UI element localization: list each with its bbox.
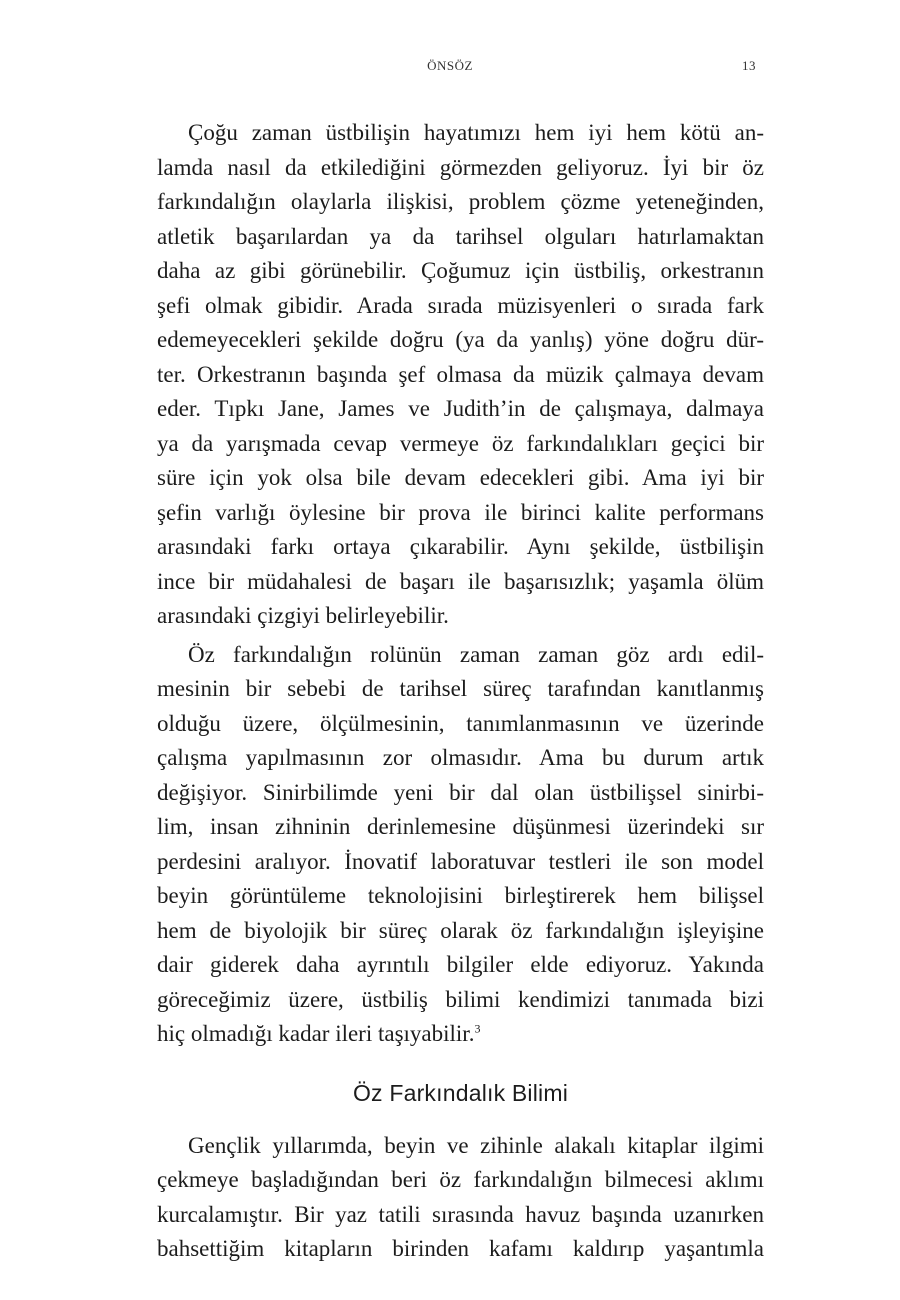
- page-number: 13: [742, 58, 756, 73]
- text-line: eder. Tıpkı Jane, James ve Judith’in de çalışmaya, dalmaya: [157, 396, 764, 421]
- text-line: edemeyecekleri şekilde doğru (ya da yanlış) yöne doğru dür-: [157, 327, 764, 352]
- text-line: ince bir müdahalesi de başarı ile başarısızlık; yaşamla ölüm: [157, 568, 764, 594]
- text-line: dair giderek daha ayrıntılı bilgiler elde ediyoruz. Yakında: [157, 952, 764, 977]
- text-line: Öz farkındalığın rolünün zaman zaman göz ardı edil-: [188, 641, 764, 667]
- running-title: ÖNSÖZ: [427, 58, 473, 73]
- text-line: değişiyor. Sinirbilimde yeni bir dal olan üstbilişsel sinirbi-: [157, 779, 764, 805]
- running-header: [0, 58, 900, 78]
- body-text: [157, 116, 764, 1267]
- section-heading: Öz Farkındalık Bilimi: [352, 1079, 569, 1106]
- text-line: lamda nasıl da etkilediğini görmezden geliyoruz. İyi bir öz: [157, 154, 764, 180]
- text-line: bahsettiğim kitapların birinden kafamı kaldırıp yaşantımla: [157, 1236, 764, 1261]
- text-line: çekmeye başladığından beri öz farkındalığın bilmecesi aklımı: [157, 1167, 764, 1192]
- text-line-with-footnote: [157, 1017, 764, 1052]
- text-line: hem de biyolojik bir süreç olarak öz farkındalığın işleyişine: [157, 917, 764, 943]
- text-line: beyin görüntüleme teknolojisini birleştirerek hem bilişsel: [157, 883, 764, 908]
- text-line: Çoğu zaman üstbilişin hayatımızı hem iyi hem kötü an-: [188, 120, 764, 145]
- text-line: atletik başarılardan ya da tarihsel olguları hatırlamaktan: [157, 223, 764, 249]
- text-line: ya da yarışmada cevap vermeye öz farkındalıkları geçici bir: [157, 430, 764, 456]
- paragraph: [157, 638, 764, 1052]
- text-line: mesinin bir sebebi de tarihsel süreç tarafından kanıtlanmış: [157, 676, 764, 701]
- text-line: şefi olmak gibidir. Arada sırada müzisyenleri o sırada fark: [157, 292, 764, 318]
- text-line: Gençlik yıllarımda, beyin ve zihinle alakalı kitaplar ilgimi: [188, 1132, 764, 1158]
- paragraph: [157, 116, 764, 634]
- text-line: lim, insan zihninin derinlemesine düşünmesi üzerindeki sır: [157, 814, 764, 839]
- text-line: ter. Orkestranın başında şef olmasa da müzik çalmaya devam: [157, 361, 764, 387]
- text-line: daha az gibi görünebilir. Çoğumuz için üstbiliş, orkestranın: [157, 258, 764, 283]
- text-line: hiç olmadığı kadar ileri taşıyabilir.: [157, 1021, 475, 1046]
- text-line: arasındaki çizgiyi belirleyebilir.: [157, 603, 449, 628]
- text-line: olduğu üzere, ölçülmesinin, tanımlanmasının ve üzerinde: [157, 710, 764, 736]
- footnote-marker[interactable]: 3: [474, 1021, 481, 1036]
- text-line: farkındalığın olaylarla ilişkisi, problem çözme yeteneğinden,: [157, 189, 764, 214]
- paragraph: [157, 1129, 764, 1267]
- text-line: süre için yok olsa bile devam edecekleri gibi. Ama iyi bir: [157, 465, 764, 490]
- text-line: perdesini aralıyor. İnovatif laboratuvar testleri ile son model: [157, 848, 764, 874]
- text-line: şefin varlığı öylesine bir prova ile birinci kalite performans: [157, 499, 764, 525]
- text-line: göreceğimiz üzere, üstbiliş bilimi kendimizi tanımada bizi: [157, 986, 764, 1012]
- text-line: çalışma yapılmasının zor olmasıdır. Ama bu durum artık: [157, 745, 764, 770]
- text-line: kurcalamıştır. Bir yaz tatili sırasında havuz başında uzanırken: [157, 1201, 764, 1227]
- text-line: arasındaki farkı ortaya çıkarabilir. Aynı şekilde, üstbilişin: [157, 534, 764, 559]
